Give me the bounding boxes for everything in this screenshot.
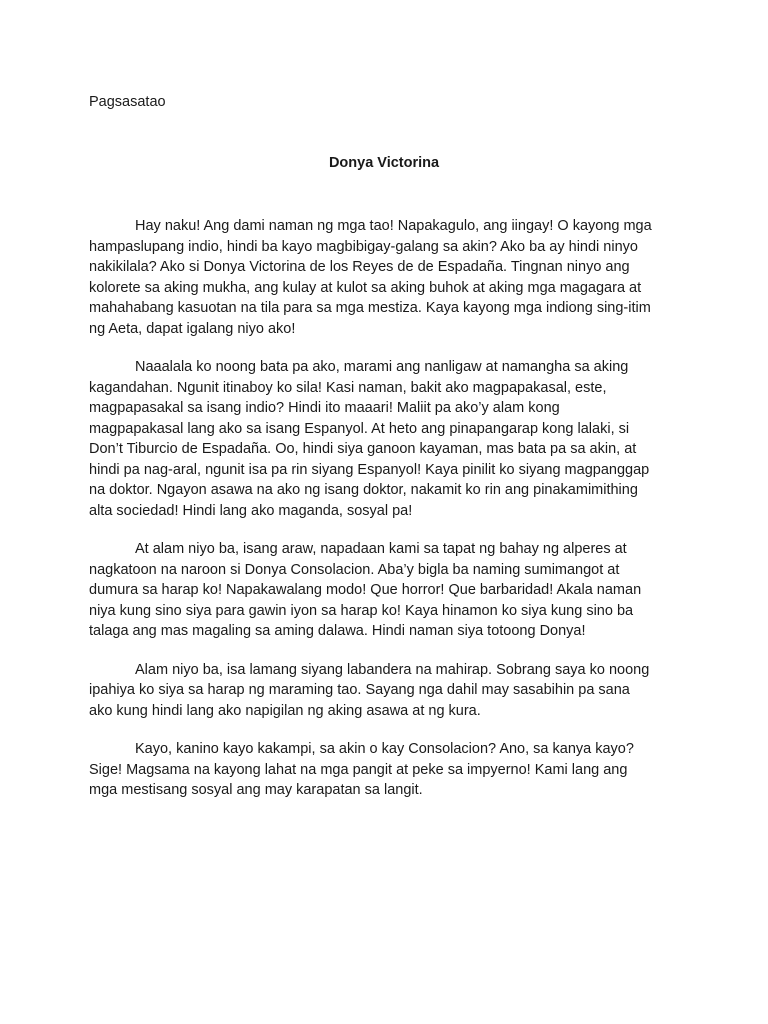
paragraph-3 (89, 539, 669, 642)
paragraph-5 (89, 739, 669, 801)
paragraph-line: Kayo, kanino kayo kakampi, sa akin o kay Consolacion? Ano, sa kanya kayo? (135, 741, 634, 757)
paragraph-line: hampaslupang indio, hindi ba kayo magbibigay-galang sa akin? Ako ba ay hindi ninyo (89, 238, 638, 255)
paragraph-line: mahahabang kasuotan na tila para sa mga mestiza. Kaya kayong mga indiong sing-itim (89, 300, 651, 316)
paragraph-line: Sige! Magsama na kayong lahat na mga pangit at peke sa impyerno! Kami lang ang (89, 761, 628, 778)
paragraph-line: Hay naku! Ang dami naman ng mga tao! Napakagulo, ang iingay! O kayong mga (135, 218, 652, 234)
paragraph-line: na doktor. Ngayon asawa na ako ng isang doktor, nakamit ko rin ang pinakamimithing (89, 482, 638, 498)
paragraph-line: nagkatoon na naroon si Donya Consolacion. Aba’y bigla ba naming sumimangot at (89, 561, 620, 578)
document-title: Donya Victorina (328, 155, 440, 171)
paragraph-line: niya kung sino siya para gawin iyon sa harap ko! Kaya hinamon ko siya kung sino ba (89, 602, 634, 619)
paragraph-line: Alam niyo ba, isa lamang siyang labandera na mahirap. Sobrang saya ko noong (135, 661, 650, 678)
document-body (89, 216, 669, 819)
paragraph-line: kolorete sa aking mukha, ang kulay at kulot sa aking buhok at aking mga magagara at (89, 279, 642, 296)
paragraph-4 (89, 660, 669, 722)
paragraph-line: Don’t Tiburcio de Espadaña. Oo, hindi siya ganoon kayaman, mas bata pa sa akin, at (89, 441, 637, 457)
paragraph-line: dumura sa harap ko! Napakawalang modo! Que horror! Que barbaridad! Akala naman (89, 582, 642, 598)
paragraph-line: Naaalala ko noong bata pa ako, marami ang nanligaw at namangha sa aking (135, 359, 629, 375)
paragraph-line: talaga ang mas magaling sa aming dalawa. Hindi naman siya totoong Donya! (89, 623, 586, 639)
paragraph-line: magpapasakal sa isang indio? Hindi ito maaari! Maliit pa ako’y alam kong (89, 400, 560, 416)
paragraph-line: ako kung hindi lang ako napigilan ng aking asawa at ng kura. (89, 702, 481, 719)
paragraph-line: mga mestisang sosyal ang may karapatan sa langit. (89, 782, 423, 798)
paragraph-line: nakikilala? Ako si Donya Victorina de los Reyes de de Espadaña. Tingnan ninyo ang (89, 259, 630, 275)
paragraph-line: alta sociedad! Hindi lang ako maganda, sosyal pa! (89, 502, 413, 519)
paragraph-line: kagandahan. Ngunit itinaboy ko sila! Kasi naman, bakit ako magpapakasal, este, (89, 379, 607, 396)
document-label: Pagsasatao (89, 94, 166, 110)
paragraph-line: ipahiya ko siya sa harap ng maraming tao. Sayang nga dahil may sasabihin pa sana (89, 682, 630, 698)
paragraph-line: At alam niyo ba, isang araw, napadaan kami sa tapat ng bahay ng alperes at (135, 541, 627, 557)
paragraph-line: ng Aeta, dapat igalang niyo ako! (89, 320, 296, 337)
paragraph-1 (89, 216, 669, 339)
paragraph-2 (89, 357, 669, 521)
paragraph-line: magpapakasal lang ako sa isang Espanyol. At heto ang pinapangarap kong lalaki, si (89, 420, 630, 437)
paragraph-line: hindi pa nag-aral, ngunit isa pa rin siyang Espanyol! Kaya pinilit ko siyang magpanggap (89, 461, 650, 478)
